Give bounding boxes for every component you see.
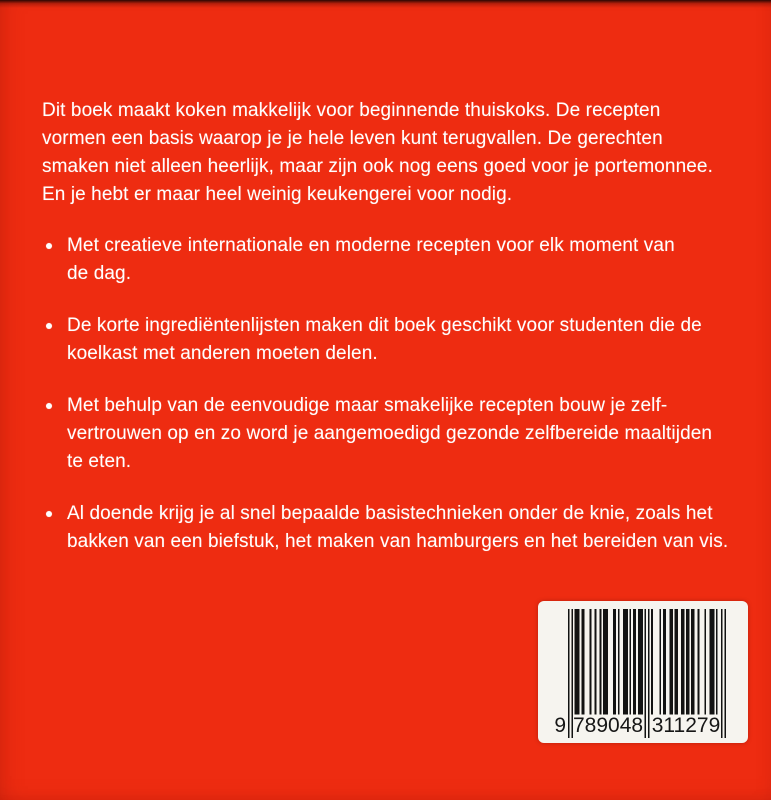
text-line: de dag. <box>67 263 132 284</box>
bullet-dot-icon <box>46 243 52 249</box>
bullet-text <box>67 392 741 476</box>
list-item <box>42 232 741 288</box>
text-line: Met creatieve internationale en moderne recepten voor elk moment van <box>67 235 675 256</box>
text-line: bakken van een biefstuk, het maken van hamburgers en het bereiden van vis. <box>67 531 729 552</box>
bullet-dot-icon <box>46 403 52 409</box>
bullet-text <box>67 312 741 368</box>
intro-paragraph <box>42 97 741 209</box>
back-cover-text <box>42 97 741 580</box>
text-line: Dit boek maakt koken makkelijk voor beginnende thuiskoks. De recepten <box>42 100 661 121</box>
bullet-text <box>67 232 741 288</box>
text-line: smaken niet alleen heerlijk, maar zijn ook nog eens goed voor je portemonnee. <box>42 156 713 177</box>
barcode <box>538 601 748 743</box>
bullet-dot-icon <box>46 511 52 517</box>
list-item <box>42 500 741 556</box>
text-line: En je hebt er maar heel weinig keukengerei voor nodig. <box>42 184 513 205</box>
barcode-digit-group: 789048 <box>573 714 644 737</box>
text-line: vertrouwen op en zo word je aangemoedigd gezonde zelfbereide maaltijden <box>67 423 713 444</box>
list-item <box>42 312 741 368</box>
barcode-digit-group: 311279 <box>651 714 721 737</box>
list-item <box>42 392 741 476</box>
bullet-dot-icon <box>46 323 52 329</box>
barcode-digit-group: 9 <box>554 714 566 737</box>
bullet-text <box>67 500 741 556</box>
text-line: koelkast met anderen moeten delen. <box>67 343 378 364</box>
text-line: De korte ingrediëntenlijsten maken dit boek geschikt voor studenten die de <box>67 315 702 336</box>
text-line: Met behulp van de eenvoudige maar smakelijke recepten bouw je zelf- <box>67 395 668 416</box>
text-line: Al doende krijg je al snel bepaalde basistechnieken onder de knie, zoals het <box>67 503 713 524</box>
book-top-edge-shadow <box>0 0 771 8</box>
text-line: te eten. <box>67 451 132 472</box>
text-line: vormen een basis waarop je je hele leven kunt terugvallen. De gerechten <box>42 128 663 149</box>
bullet-list <box>42 232 741 556</box>
